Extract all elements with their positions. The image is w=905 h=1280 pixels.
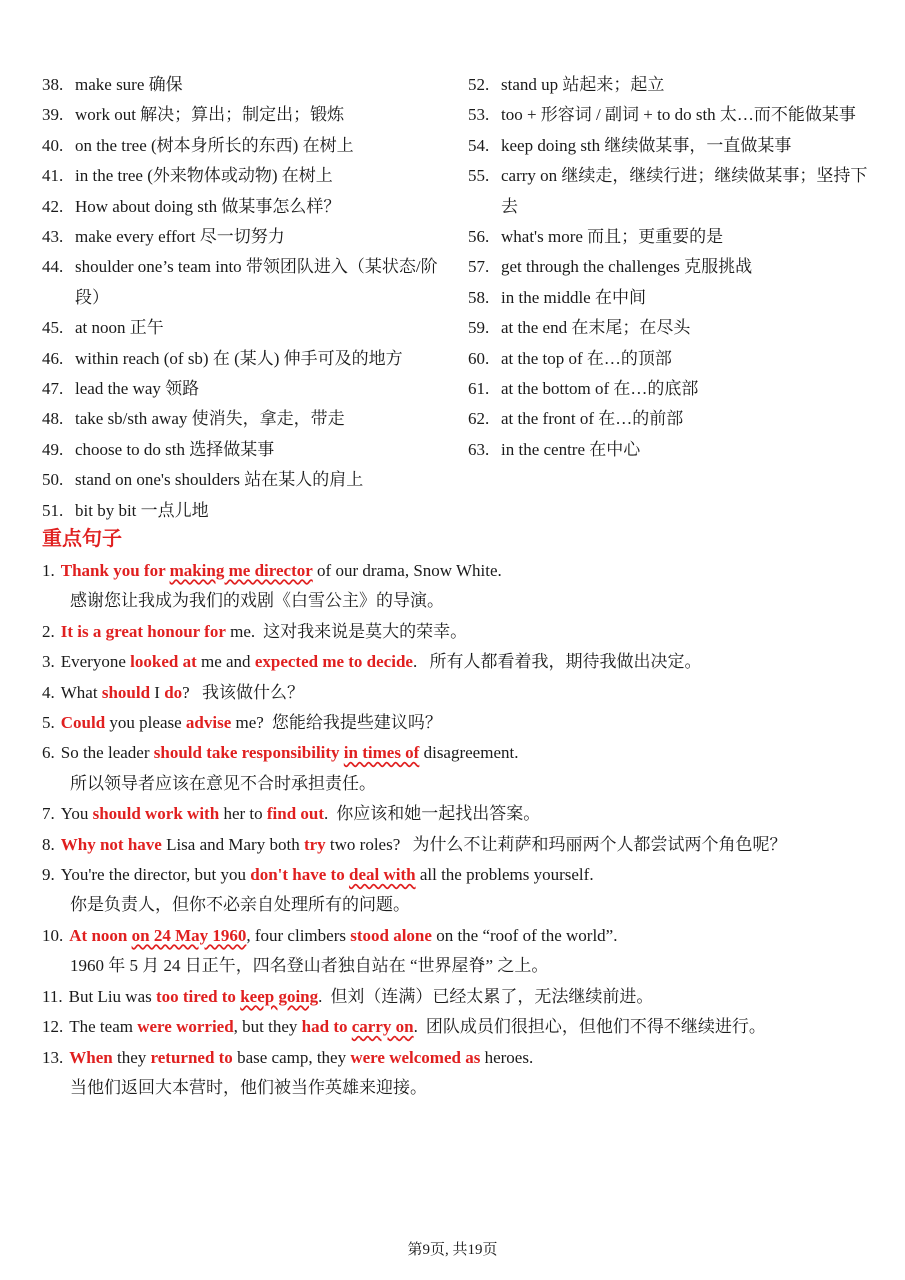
sentence-text: ? (182, 682, 190, 702)
sentence-text: , but they (233, 1017, 302, 1037)
phrase-text: take sb/sth away 使消失，拿走，带走 (75, 409, 345, 429)
sentence-item (42, 647, 872, 677)
sentence-number: 13. (42, 1047, 64, 1067)
phrase-item (42, 344, 442, 374)
sentence-text: on the “roof of the world”. (431, 925, 618, 945)
key-phrase: don't have to (250, 865, 349, 885)
phrase-number: 50. (42, 470, 64, 490)
phrase-item (42, 404, 442, 434)
key-phrase: too tired to (155, 986, 241, 1006)
sentence-text: all the problems yourself. (415, 865, 594, 885)
sentence-number: 12. (42, 1017, 64, 1037)
page-footer: 第9页, 共19页 (407, 1242, 498, 1258)
sentence-number: 8. (42, 834, 55, 854)
phrase-text: How about doing sth 做某事怎么样？ (75, 196, 341, 216)
phrase-list-left (42, 70, 442, 526)
key-phrase: had to (301, 1017, 352, 1037)
sentence-text: The team (69, 1017, 138, 1037)
sentence-number: 3. (42, 652, 55, 672)
key-phrase: stood alone (350, 925, 432, 945)
phrase-number: 38. (42, 75, 64, 94)
sentence-translation: 我该做什么？ (197, 682, 304, 702)
phrase-item (42, 252, 442, 313)
sentence-text: disagreement. (419, 743, 519, 763)
key-phrase: should (101, 682, 151, 702)
sentence-translation: 所有人都看着我，期待我做出决定。 (425, 652, 702, 672)
sentence-text: heroes. (480, 1047, 534, 1067)
phrase-number: 48. (42, 409, 64, 429)
key-phrase: were worried (137, 1017, 234, 1037)
sentence-text: me. (225, 621, 256, 641)
sentence-text: . (413, 1017, 418, 1037)
key-phrase: in times of (343, 743, 420, 763)
key-phrase: expected me to decide (254, 652, 413, 672)
phrase-item (468, 131, 873, 161)
sentence-translation: 团队成员们很担心，但他们不得不继续进行。 (425, 1017, 766, 1037)
phrase-number: 45. (42, 318, 64, 338)
phrase-text: work out 解决；算出；制定出；锻炼 (75, 105, 345, 125)
sentence-text: . (324, 804, 329, 824)
sentence-text: You (60, 804, 93, 824)
phrase-text: choose to do sth 选择做某事 (75, 439, 275, 459)
key-phrase: Why not have (60, 834, 162, 854)
phrase-number: 55. (468, 166, 490, 186)
phrase-number: 43. (42, 227, 64, 247)
sentence-item (42, 1043, 872, 1073)
phrase-item (468, 344, 873, 374)
sentence-number: 2. (42, 621, 55, 641)
sentence-text: What (60, 682, 102, 702)
phrase-text: at the bottom of 在…的底部 (501, 379, 699, 399)
phrase-text: at the top of 在…的顶部 (501, 348, 672, 368)
phrase-text: at noon 正午 (75, 318, 164, 338)
phrase-number: 44. (42, 257, 64, 277)
sentence-translation: 所以领导者应该在意见不合时承担责任。 (70, 773, 376, 793)
key-phrase: It is a great honour for (60, 621, 226, 641)
phrase-item (468, 222, 873, 252)
phrase-text: in the centre 在中心 (501, 439, 641, 459)
sentence-translation: 感谢您让我成为我们的戏剧《白雪公主》的导演。 (70, 591, 444, 611)
phrase-item (42, 100, 442, 130)
sentence-item (42, 1012, 872, 1042)
phrase-item (42, 313, 442, 343)
key-phrase: At noon (69, 925, 132, 945)
phrase-item (42, 131, 442, 161)
key-phrase: carry on (351, 1017, 414, 1037)
sentence-text: . (412, 652, 418, 672)
sentence-text: of our drama, Snow White. (312, 561, 502, 580)
sentence-number: 6. (42, 743, 55, 763)
key-phrase: were welcomed as (350, 1047, 481, 1067)
sentence-text: So the leader (60, 743, 154, 763)
phrase-item (468, 404, 873, 434)
sentence-item (42, 921, 872, 951)
sentence-translation: 但刘（连满）已经太累了，无法继续前进。 (330, 986, 654, 1006)
phrase-text: at the front of 在…的前部 (501, 409, 684, 429)
phrase-item (42, 435, 442, 465)
phrase-text: too + 形容词 / 副词 + to do sth 太…而不能做某事 (501, 105, 856, 125)
sentence-number: 4. (42, 682, 55, 702)
phrase-text: bit by bit 一点儿地 (75, 500, 209, 520)
phrase-number: 46. (42, 348, 64, 368)
phrase-number: 41. (42, 166, 64, 186)
section-heading: 重点句子 (42, 526, 122, 550)
key-phrase: making me director (169, 561, 313, 580)
phrase-number: 49. (42, 439, 64, 459)
phrase-item (468, 70, 873, 100)
phrase-text: stand on one's shoulders 站在某人的肩上 (75, 470, 364, 490)
phrase-number: 39. (42, 105, 64, 125)
phrase-item (468, 252, 873, 282)
sentence-text: two roles? (325, 834, 401, 854)
key-phrase: Thank you for (60, 561, 170, 580)
sentence-translation: 您能给我提些建议吗？ (271, 713, 442, 733)
phrase-item (42, 222, 442, 252)
key-phrase: on 24 May 1960 (131, 925, 247, 945)
phrase-number: 47. (42, 379, 64, 399)
sentence-text: you please (105, 713, 186, 733)
phrase-text: make sure 确保 (75, 75, 183, 94)
phrase-text: on the tree (树本身所长的东西) 在树上 (75, 135, 354, 155)
phrase-text: within reach (of sb) 在 (某人) 伸手可及的地方 (75, 348, 403, 368)
phrase-number: 51. (42, 500, 64, 520)
sentence-translation: 当他们返回大本营时，他们被当作英雄来迎接。 (70, 1077, 427, 1097)
sentence-text: . (318, 986, 323, 1006)
phrase-number: 52. (468, 75, 490, 94)
sentence-text: base camp, they (232, 1047, 351, 1067)
phrase-number: 63. (468, 439, 490, 459)
key-phrase: When (69, 1047, 113, 1067)
phrase-number: 62. (468, 409, 490, 429)
sentence-translation: 你是负责人，但你不必亲自处理所有的问题。 (70, 895, 410, 915)
phrase-number: 58. (468, 287, 490, 307)
phrase-text: in the middle 在中间 (501, 287, 646, 307)
sentence-number: 5. (42, 713, 55, 733)
phrase-item (468, 100, 873, 130)
phrase-text: lead the way 领路 (75, 379, 200, 399)
phrase-item (42, 374, 442, 404)
key-phrase: find out (266, 804, 325, 824)
sentence-translation-line (42, 890, 872, 920)
phrase-text: at the end 在末尾；在尽头 (501, 318, 691, 338)
sentence-item (42, 708, 872, 738)
phrase-item (468, 283, 873, 313)
key-phrase: looked at (130, 652, 197, 672)
sentence-number: 7. (42, 804, 55, 824)
sentence-text: me and (196, 652, 255, 672)
phrase-item (42, 161, 442, 191)
phrase-item (42, 496, 442, 526)
phrase-number: 59. (468, 318, 490, 338)
key-phrase: deal with (348, 865, 416, 885)
sentence-item (42, 738, 872, 768)
sentence-translation-line (42, 1073, 872, 1103)
phrase-number: 57. (468, 257, 490, 277)
sentence-item (42, 830, 872, 860)
phrase-list-right (468, 70, 873, 465)
key-phrase: returned to (150, 1047, 233, 1067)
phrase-text: carry on 继续走，继续行进；继续做某事；坚持下去 (501, 166, 868, 216)
sentence-item (42, 617, 872, 647)
key-phrase: advise (185, 713, 232, 733)
sentence-text: me? (231, 713, 264, 733)
phrase-number: 60. (468, 348, 490, 368)
phrase-text: get through the challenges 克服挑战 (501, 257, 753, 277)
phrase-number: 40. (42, 135, 64, 155)
phrase-number: 42. (42, 196, 64, 216)
phrase-text: stand up 站起来；起立 (501, 75, 665, 94)
phrase-item (468, 435, 873, 465)
sentence-item (42, 982, 872, 1012)
key-phrase: Could (60, 713, 106, 733)
phrase-number: 56. (468, 227, 490, 247)
sentence-item (42, 799, 872, 829)
sentence-translation-line (42, 951, 872, 981)
phrase-number: 54. (468, 135, 490, 155)
sentence-text: , four climbers (246, 925, 351, 945)
sentence-translation-line (42, 586, 872, 616)
key-phrase: should take responsibility (153, 743, 344, 763)
phrase-text: shoulder one’s team into 带领团队进入（某状态/阶段） (75, 257, 438, 307)
key-phrase: should work with (92, 804, 220, 824)
phrase-number: 61. (468, 379, 490, 399)
phrase-text: in the tree (外来物体或动物) 在树上 (75, 166, 333, 186)
sentence-text: Lisa and Mary both (161, 834, 304, 854)
sentence-number: 1. (42, 561, 55, 580)
sentence-text: I (150, 682, 165, 702)
phrase-item (42, 192, 442, 222)
sentence-text: her to (219, 804, 267, 824)
phrase-item (42, 465, 442, 495)
sentence-translation: 1960 年 5 月 24 日正午，四名登山者独自站在 “世界屋脊” 之上。 (70, 956, 549, 976)
sentence-number: 11. (42, 986, 63, 1006)
sentence-text: You're the director, but you (60, 865, 251, 885)
key-phrase: do (164, 682, 183, 702)
key-phrase: keep going (240, 986, 319, 1006)
phrase-text: what's more 而且；更重要的是 (501, 227, 724, 247)
sentence-translation-line (42, 769, 872, 799)
sentence-number: 9. (42, 865, 55, 885)
sentence-translation: 为什么不让莉萨和玛丽两个人都尝试两个角色呢？ (408, 834, 787, 854)
sentence-text: Everyone (60, 652, 131, 672)
sentence-translation: 你应该和她一起找出答案。 (336, 804, 541, 824)
phrase-item (468, 313, 873, 343)
phrase-text: keep doing sth 继续做某事，一直做某事 (501, 135, 792, 155)
phrase-item (468, 161, 873, 222)
phrase-text: make every effort 尽一切努力 (75, 227, 285, 247)
sentence-number: 10. (42, 925, 64, 945)
sentence-item (42, 556, 872, 586)
sentence-translation: 这对我来说是莫大的荣幸。 (263, 621, 468, 641)
sentence-text: they (112, 1047, 151, 1067)
sentence-item (42, 678, 872, 708)
key-sentences (42, 556, 872, 1103)
sentence-item (42, 860, 872, 890)
sentence-text: But Liu was (68, 986, 156, 1006)
phrase-item (42, 70, 442, 100)
phrase-item (468, 374, 873, 404)
phrase-number: 53. (468, 105, 490, 125)
key-phrase: try (303, 834, 326, 854)
